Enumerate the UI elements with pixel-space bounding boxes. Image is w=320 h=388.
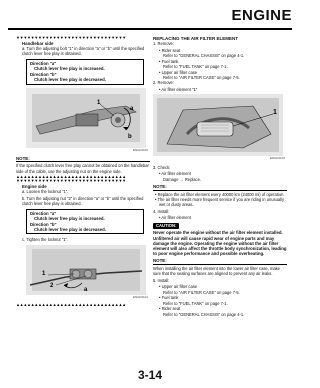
step-1: 1. Remove: <box>153 41 174 47</box>
separator-stars: ▼▼▼▼▼▼▼▼▼▼▼▼▼▼▼▼▼▼▼▼▼▼▼▼▼▼▼▼▼▼ <box>16 179 126 184</box>
air-filter-figure <box>153 94 287 161</box>
figure-label-1: 1 <box>97 99 101 106</box>
figure-code: ENGF0100 <box>132 147 148 152</box>
separator-stars: ▲▲▲▲▲▲▲▲▲▲▲▲▲▲▲▲▲▲▲▲▲▲▲▲▲▲▲▲▲▲ <box>16 303 126 308</box>
figure2-label-2: 2 <box>50 282 54 289</box>
direction-a-label: Direction "a" <box>30 61 57 67</box>
figure2-label-a: a <box>84 286 88 293</box>
step-5-item: Refer to "AIR FILTER CASE" on page 7-5. <box>163 289 240 295</box>
direction-a-text: Clutch lever free play is increased. <box>34 66 105 72</box>
note-item: • Replace the air filter element every 40000 km (24000 mi) of operation. <box>155 191 285 197</box>
section-title: ENGINE <box>231 7 292 24</box>
caution-badge: CAUTION: <box>153 223 179 230</box>
step-3-item: • Air filter element <box>159 171 191 177</box>
step-1-item: Refer to "AIR FILTER CASE" on page 7-5. <box>163 75 240 81</box>
page-header <box>8 6 292 30</box>
caution-text: Never operate the engine without the air filter element installed. Unfiltered air will cause rapid wear of engine parts and may damage the engine. Operating the engine without the air filter element will also affect the throttle body synchronization, leading to poor engine performance and possible overheating. <box>153 230 287 257</box>
step-5-item: • Rider seat <box>159 306 181 312</box>
step-1-item: • Rider seat <box>159 48 181 53</box>
step-a2-text: a. Loosen the locknut "1". <box>22 189 69 195</box>
step-c2-text: c. Tighten the locknut "1". <box>22 237 69 243</box>
note-item: • The air filter needs more frequent service if you are riding in unusually wet or dusty areas. <box>155 197 285 208</box>
handlebar-side-heading: Handlebar side <box>22 40 54 46</box>
direction-a-text: Clutch lever free play is increased. <box>34 216 105 222</box>
direction-a-label: Direction "a" <box>30 211 57 217</box>
step-2-item: • Air filter element "1" <box>159 87 198 93</box>
separator-stars: ▼▼▼▼▼▼▼▼▼▼▼▼▼▼▼▼▼▼▼▼▼▼▼▼▼▼▼▼▼▼ <box>16 36 126 40</box>
step-1-item: • Fuel tank <box>159 58 179 64</box>
direction-b-label: Direction "b" <box>30 221 57 227</box>
direction-b-text: Clutch lever free play is decreased. <box>34 76 106 82</box>
step-5-item: • Fuel tank <box>159 295 179 301</box>
step-4: 4. Install: <box>153 208 170 214</box>
note-text: If the specified clutch lever free play cannot be obtained on the handlebar side of the cable, use the adjusting nut on the engine side. <box>16 163 149 174</box>
direction-b-text: Clutch lever free play is decreased. <box>34 226 106 232</box>
step-3: 3. Check: <box>153 164 171 170</box>
step-5-item: Refer to "GENERAL CHASSIS" on page 4-1. <box>163 311 245 317</box>
figure3-code: ENGF0102 <box>269 156 285 161</box>
note2-text: When installing the air filter element into the lower air filter case, make sure that the sealing surfaces are aligned to prevent any air leaks. <box>153 265 280 277</box>
step-a-text: a. Turn the adjusting bolt "1" in direction "a" or "b" until the specified clutch lever free play is obtained. <box>22 45 145 57</box>
step-1-item: • Upper air filter case <box>159 69 198 75</box>
page-number: 3-14 <box>137 368 163 382</box>
direction-box-1 <box>26 59 144 85</box>
left-column <box>16 36 150 307</box>
step-4-item: • Air filter element <box>159 215 191 221</box>
step-1-item: Refer to "GENERAL CHASSIS" on page 4-1. <box>163 53 245 59</box>
engine-side-figure <box>16 245 150 300</box>
figure2-label-1: 1 <box>42 270 46 277</box>
engine-side-heading: Engine side <box>22 183 47 189</box>
separator-stars: ▲▲▲▲▲▲▲▲▲▲▲▲▲▲▲▲▲▲▲▲▲▲▲▲▲▲▲▲▲▲ <box>16 175 126 180</box>
step-1-item: Refer to "FUEL TANK" on page 7-1. <box>163 64 228 70</box>
step-5-item: Refer to "FUEL TANK" on page 7-1. <box>163 300 228 306</box>
section-heading: REPLACING THE AIR FILTER ELEMENT <box>153 36 238 41</box>
step-5: 5. Install: <box>153 277 170 283</box>
figure3-label-1: 1 <box>273 109 277 117</box>
step-2: 2. Remove: <box>153 80 174 86</box>
note-label: NOTE: <box>153 184 287 190</box>
figure2-code: ENGF0101 <box>132 294 148 299</box>
figure-label-a: a <box>130 105 134 112</box>
step-5-item: • Upper air filter case <box>159 284 198 290</box>
note2-label: NOTE: <box>153 258 287 264</box>
step-3-item: Damage → Replace. <box>163 176 201 182</box>
right-column <box>153 36 287 317</box>
clutch-lever-figure <box>16 88 150 153</box>
step-b2-text: b. Turn the adjusting nut "2" in direction "a" or "b" until the specified clutch lever free play is obtained. <box>22 195 144 207</box>
direction-box-2 <box>26 209 144 235</box>
figure-label-b: b <box>128 133 132 140</box>
direction-b-label: Direction "b" <box>30 71 57 77</box>
note-label: NOTE: <box>16 156 150 162</box>
